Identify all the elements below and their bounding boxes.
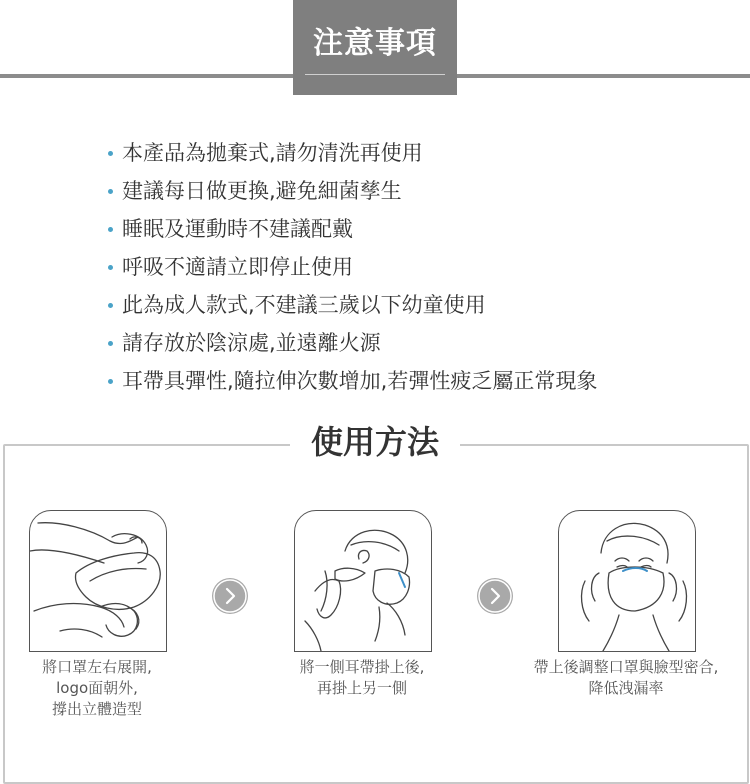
notes-list — [108, 138, 597, 404]
note-item: 請存放於陰涼處,並遠離火源 — [108, 328, 597, 366]
note-item: 本產品為拋棄式,請勿清洗再使用 — [108, 138, 597, 176]
page-title: 注意事項 — [313, 26, 437, 61]
adjust-fit-illustration — [558, 510, 696, 652]
chevron-right-icon — [477, 578, 513, 614]
bullet-dot-icon — [108, 227, 113, 232]
bullet-dot-icon — [108, 189, 113, 194]
bullet-dot-icon — [108, 151, 113, 156]
step-2-caption: 將一側耳帶掛上後, 再掛上另一側 — [299, 658, 425, 697]
mask-unfold-illustration — [29, 510, 167, 652]
title-underline — [305, 74, 445, 75]
note-item: 睡眠及運動時不建議配戴 — [108, 214, 597, 252]
usage-title: 使用方法 — [290, 418, 460, 468]
bullet-dot-icon — [108, 379, 113, 384]
step-1-caption: 將口罩左右展開, logo面朝外, 撐出立體造型 — [42, 658, 152, 718]
bullet-dot-icon — [108, 265, 113, 270]
note-item: 建議每日做更換,避免細菌孳生 — [108, 176, 597, 214]
bullet-dot-icon — [108, 341, 113, 346]
note-item: 耳帶具彈性,隨拉伸次數增加,若彈性疲乏屬正常現象 — [108, 366, 597, 404]
ear-loop-illustration — [294, 510, 432, 652]
bullet-dot-icon — [108, 303, 113, 308]
note-item: 此為成人款式,不建議三歲以下幼童使用 — [108, 290, 597, 328]
header-title-box — [293, 0, 457, 95]
step-3-caption: 帶上後調整口罩與臉型密合, 降低洩漏率 — [533, 658, 719, 697]
chevron-right-icon — [212, 578, 248, 614]
note-item: 呼吸不適請立即停止使用 — [108, 252, 597, 290]
